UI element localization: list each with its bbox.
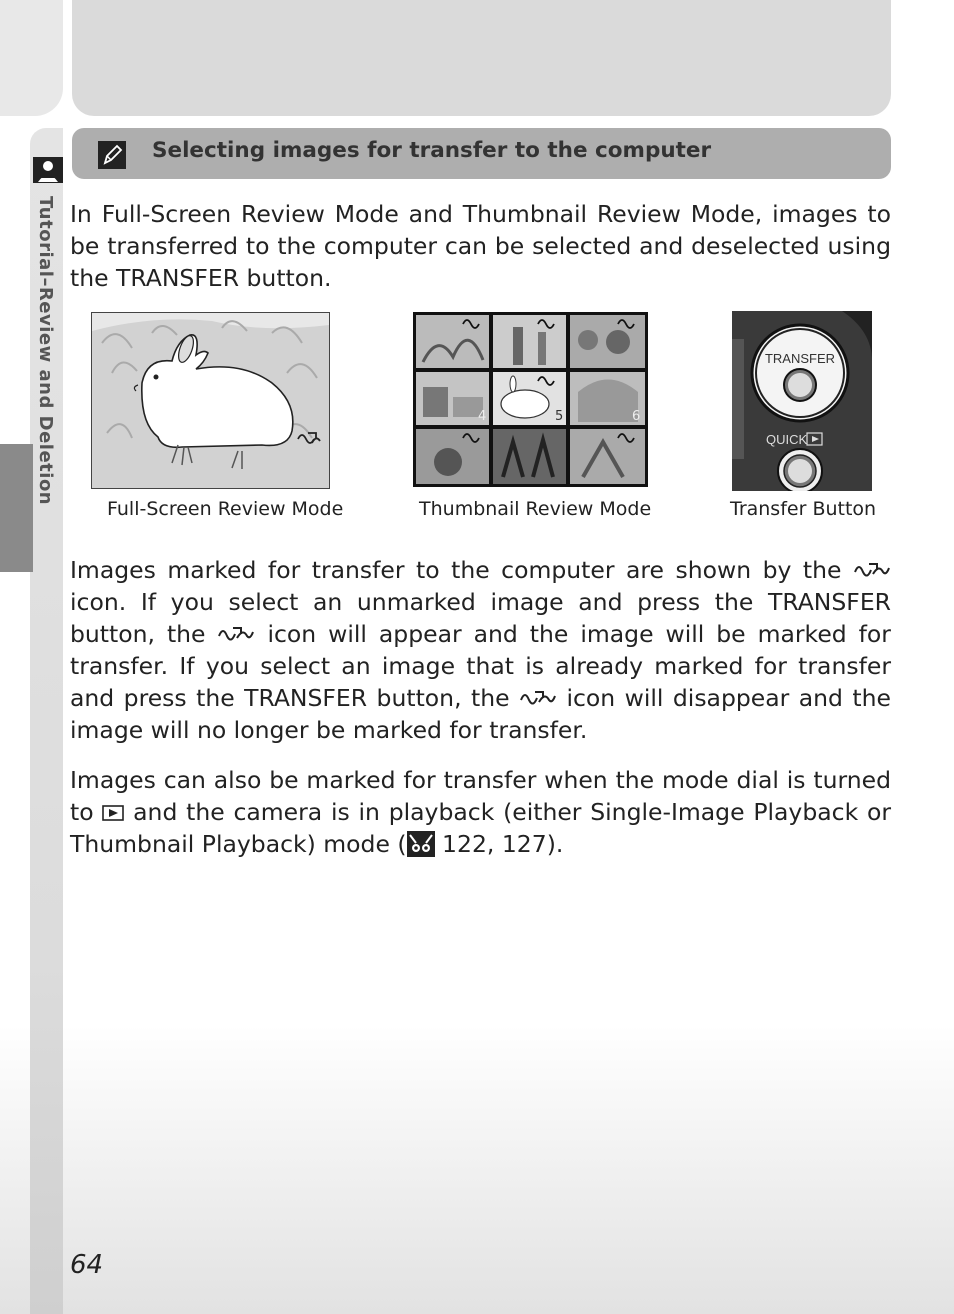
quick-button-label: QUICK <box>766 432 808 447</box>
thumbnail-cell-9 <box>570 429 645 484</box>
tutorial-person-icon <box>32 156 64 184</box>
caption-thumbnail-review: Thumbnail Review Mode <box>419 498 652 520</box>
thumbnail-number-6: 6 <box>632 409 641 424</box>
playback-text-2: and the camera is in playback (either Single-Image Playback or Thumbnail Playback) mode ( <box>70 798 891 858</box>
top-left-tab <box>0 0 63 116</box>
caption-fullscreen-review: Full-Screen Review Mode <box>107 498 344 520</box>
thumbnail-number-4: 4 <box>478 409 487 424</box>
thumbnail-cell-8 <box>493 429 566 484</box>
caption-transfer-button: Transfer Button <box>730 498 877 520</box>
marking-text-2: icon. If you select an unmarked image and press the TRANSFER button, the <box>70 588 891 648</box>
intro-paragraph: In Full-Screen Review Mode and Thumbnail Review Mode, images to be transferred to the computer can be selected and deselected using the TRANSFER button. <box>70 200 891 292</box>
playback-text-3: 122, 127). <box>442 830 564 858</box>
transfer-mark-icon <box>853 560 891 580</box>
thumbnail-cell-7 <box>416 429 489 484</box>
playback-mode-icon <box>102 804 124 822</box>
marking-text-1: Images marked for transfer to the computer are shown by the <box>70 556 842 584</box>
thumbnail-review-illustration <box>413 312 648 487</box>
marking-paragraph <box>70 554 891 746</box>
top-banner <box>72 0 891 116</box>
fullscreen-review-illustration <box>91 312 330 489</box>
pencil-note-icon <box>98 141 126 169</box>
see-reference-icon <box>407 831 435 857</box>
thumbnail-cell-1 <box>416 315 489 368</box>
thumbnail-cell-3 <box>570 315 645 368</box>
transfer-button-label: TRANSFER <box>764 351 836 366</box>
transfer-mark-icon <box>217 624 255 644</box>
section-title: Selecting images for transfer to the computer <box>152 138 712 163</box>
marking-text-3: icon will appear and the image will be marked for transfer. If you select an image that is already marked for transfer and press the TRANSFER button, the <box>70 620 891 712</box>
chapter-title-vertical: Tutorial–Review and Deletion <box>35 196 56 506</box>
playback-paragraph <box>70 764 891 860</box>
playback-text-1: Images can also be marked for transfer when the mode dial is turned to <box>70 766 891 826</box>
page-number: 64 <box>70 1250 104 1280</box>
transfer-mark-icon <box>519 688 557 708</box>
left-chapter-tab <box>0 444 33 572</box>
marking-text-4: icon will disappear and the image will no longer be marked for transfer. <box>70 684 891 744</box>
thumbnail-number-5: 5 <box>555 409 564 424</box>
transfer-button-illustration <box>732 311 872 491</box>
section-header-bar <box>72 128 891 179</box>
thumbnail-cell-2 <box>493 315 566 368</box>
